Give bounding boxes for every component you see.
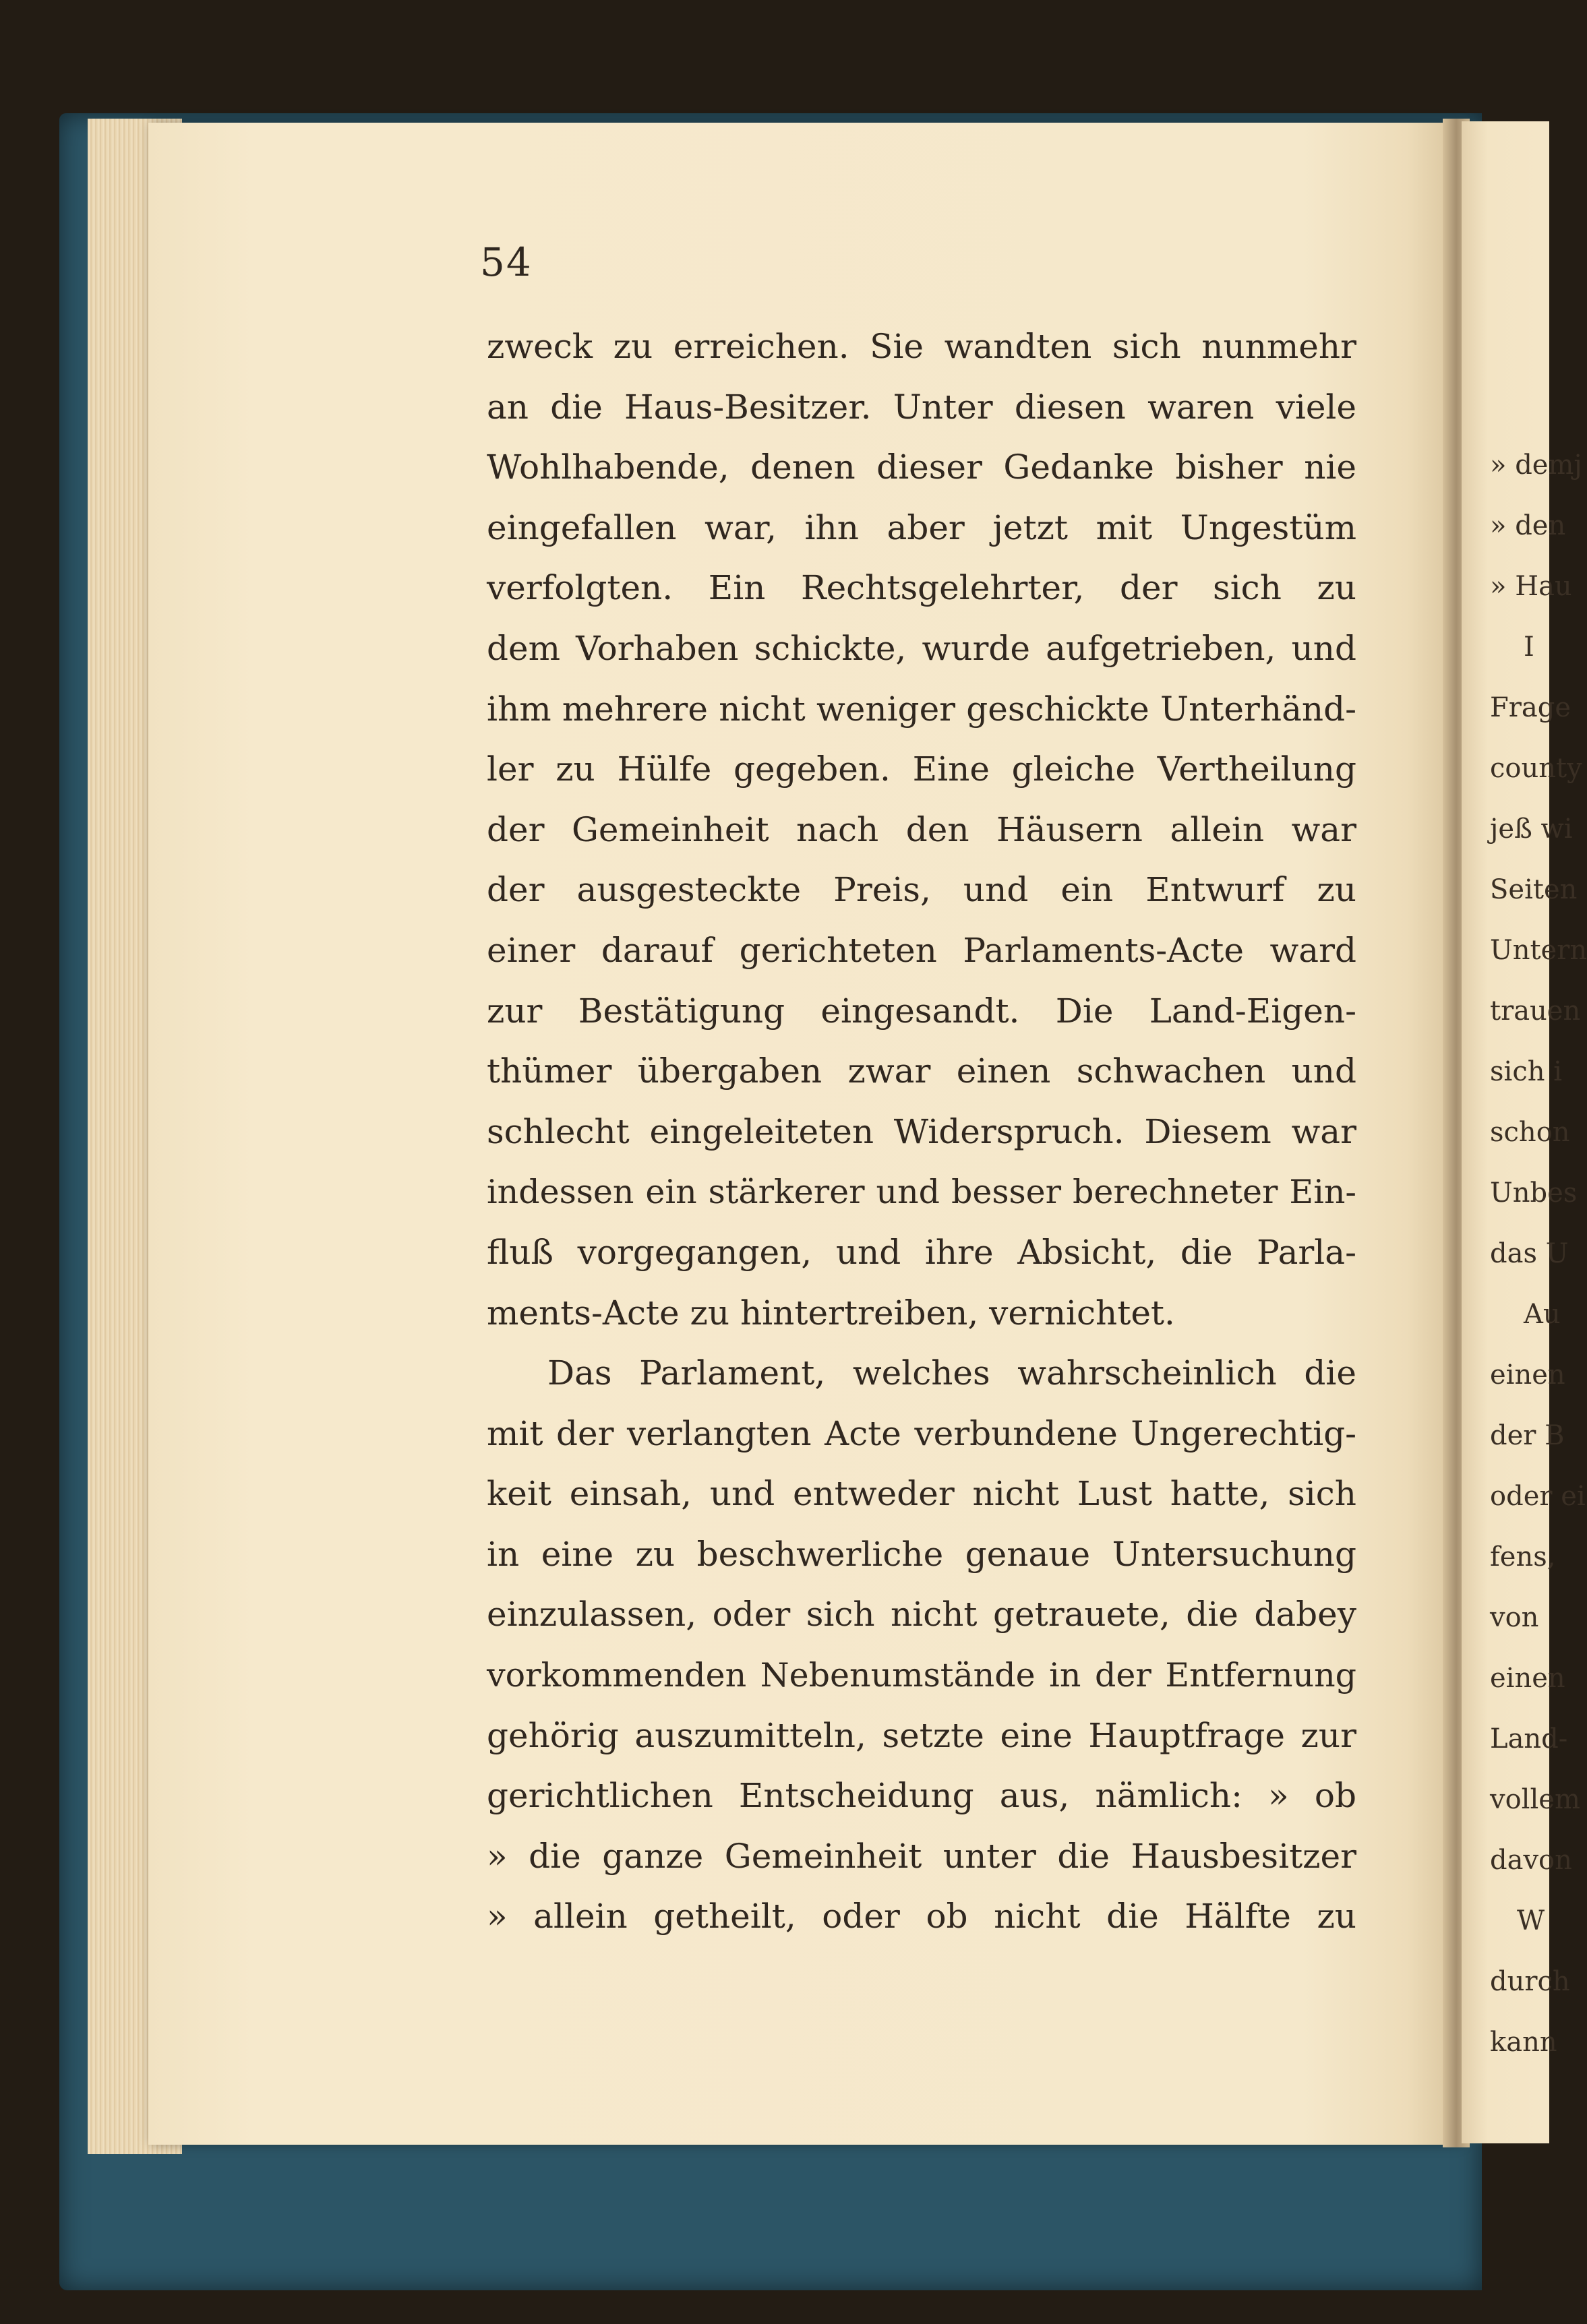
text-line: gerichtlichen Entscheidung aus, nämlich: » ob (487, 1776, 1356, 1816)
text-line: vorkommenden Nebenumstände in der Entfernung (487, 1656, 1356, 1695)
right-page-fragment: von (1490, 1602, 1539, 1633)
right-page-fragment: W (1517, 1905, 1545, 1936)
right-page-fragment: der B (1490, 1420, 1565, 1451)
text-line: eingefallen war, ihn aber jetzt mit Ungestüm (487, 508, 1356, 547)
text-line: dem Vorhaben schickte, wurde aufgetrieben, und (487, 628, 1356, 668)
text-line: indessen ein stärkerer und besser berechneter Ein- (487, 1173, 1356, 1212)
right-page-fragment: Au (1524, 1299, 1561, 1330)
paragraph-start-line: Das Parlament, welches wahrscheinlich die (547, 1353, 1356, 1393)
text-line: einzulassen, oder sich nicht getrauete, die dabey (487, 1595, 1356, 1634)
text-line: thümer übergaben zwar einen schwachen und (487, 1051, 1356, 1091)
right-page-fragment: Land- (1490, 1723, 1568, 1754)
right-page-fragment: county (1490, 753, 1582, 784)
right-page-fragment: das U (1490, 1238, 1569, 1269)
right-page-fragment: Seiten (1490, 874, 1578, 905)
right-page-fragment: fens, (1490, 1541, 1556, 1572)
right-page-fragment: einen (1490, 1663, 1565, 1694)
text-line: verfolgten. Ein Rechtsgelehrter, der sich zu (487, 568, 1356, 608)
text-line: der ausgesteckte Preis, und ein Entwurf zu (487, 870, 1356, 910)
text-line: keit einsah, und entweder nicht Lust hatte, sich (487, 1474, 1356, 1514)
right-page-fragment: » demj (1490, 450, 1582, 481)
text-line: in eine zu beschwerliche genaue Untersuchung (487, 1534, 1356, 1574)
text-line: mit der verlangten Acte verbundene Ungerechtig- (487, 1413, 1356, 1453)
body-text (487, 317, 1356, 1947)
right-page-fragment: davon (1490, 1845, 1572, 1876)
text-line: Wohlhabende, denen dieser Gedanke bisher nie (487, 448, 1356, 487)
right-page-edge (1462, 121, 1587, 2143)
text-line: » die ganze Gemeinheit unter die Hausbesitzer (487, 1836, 1356, 1876)
page-number: 54 (480, 239, 533, 285)
text-line: der Gemeinheit nach den Häusern allein war (487, 809, 1356, 849)
right-page-fragment: sich i (1490, 1056, 1562, 1087)
right-page-fragment: schon (1490, 1117, 1570, 1148)
text-line: gehörig auszumitteln, setzte eine Hauptfrage zur (487, 1715, 1356, 1755)
text-line: fluß vorgegangen, und ihre Absicht, die Parla- (487, 1232, 1356, 1272)
right-page-fragment: jeß wi (1490, 814, 1573, 845)
right-page-fragment: durch (1490, 1966, 1570, 1997)
text-line: zur Bestätigung eingesandt. Die Land-Eigen- (487, 991, 1356, 1031)
text-line: einer darauf gerichteten Parlaments-Acte ward (487, 930, 1356, 970)
text-line: » allein getheilt, oder ob nicht die Hälfte zu (487, 1897, 1356, 1936)
text-line: zweck zu erreichen. Sie wandten sich nunmehr (487, 327, 1356, 366)
right-page-fragment: vollem (1490, 1784, 1580, 1815)
right-page-fragment: trauen (1490, 996, 1581, 1027)
right-page-fragment: einen (1490, 1359, 1565, 1390)
right-page-fragment: oder ei (1490, 1481, 1586, 1512)
right-page-fragment: » Hau (1490, 571, 1572, 602)
right-page-fragment: Frage (1490, 692, 1571, 723)
right-page-fragment: Unbes (1490, 1178, 1578, 1209)
text-line: ihm mehrere nicht weniger geschickte Unterhänd- (487, 689, 1356, 729)
text-line: ler zu Hülfe gegeben. Eine gleiche Vertheilung (487, 750, 1356, 789)
text-line: an die Haus-Besitzer. Unter diesen waren viele (487, 387, 1356, 427)
right-page-fragment: kann (1490, 2027, 1557, 2058)
right-page-fragment: I (1524, 632, 1534, 663)
text-line: ments-Acte zu hintertreiben, vernichtet. (487, 1293, 1175, 1333)
right-page-fragment: Untern (1490, 935, 1587, 966)
text-line: schlecht eingeleiteten Widerspruch. Diesem war (487, 1111, 1356, 1151)
right-page-fragment: » den (1490, 510, 1566, 541)
